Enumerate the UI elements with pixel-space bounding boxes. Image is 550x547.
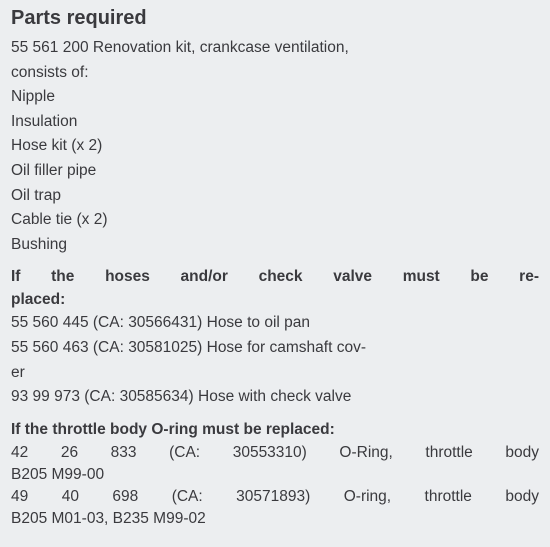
document-page — [11, 6, 539, 530]
hose-part-line: 93 99 973 (CA: 30585634) Hose with check valve — [11, 388, 352, 406]
kit-item: Nipple — [11, 88, 55, 106]
kit-item: Oil trap — [11, 186, 61, 204]
hose-part-line: 55 560 445 (CA: 30566431) Hose to oil pan — [11, 314, 311, 332]
hose-part-line: 55 560 463 (CA: 30581025) Hose for camshaft cov- — [11, 338, 366, 356]
kit-item: Hose kit (x 2) — [11, 137, 103, 155]
hose-part-line-cont: er — [11, 363, 25, 381]
throttle-heading: If the throttle body O-ring must be replaced: — [11, 420, 335, 438]
oring-part-line: 42 26 833 (CA: 30553310) O-Ring, throttle body — [11, 443, 539, 461]
hoses-heading-cont: placed: — [11, 291, 66, 309]
hoses-heading: If the hoses and/or check valve must be re- — [11, 268, 539, 286]
kit-part-line-cont: consists of: — [11, 63, 89, 81]
oring-part-line-cont: B205 M01-03, B235 M99-02 — [11, 509, 206, 527]
renovation-kit-section — [11, 36, 539, 257]
kit-item: Oil filler pipe — [11, 161, 97, 179]
hoses-section — [11, 265, 539, 409]
kit-item: Bushing — [11, 235, 68, 253]
kit-item: Cable tie (x 2) — [11, 211, 108, 229]
kit-item: Insulation — [11, 112, 78, 130]
kit-part-line: 55 561 200 Renovation kit, crankcase ventilation, — [11, 39, 349, 56]
throttle-section — [11, 418, 539, 530]
oring-part-line: 49 40 698 (CA: 30571893) O-ring, throttle body — [11, 487, 539, 505]
oring-part-line-cont: B205 M99-00 — [11, 465, 105, 483]
page-title: Parts required — [11, 7, 147, 29]
